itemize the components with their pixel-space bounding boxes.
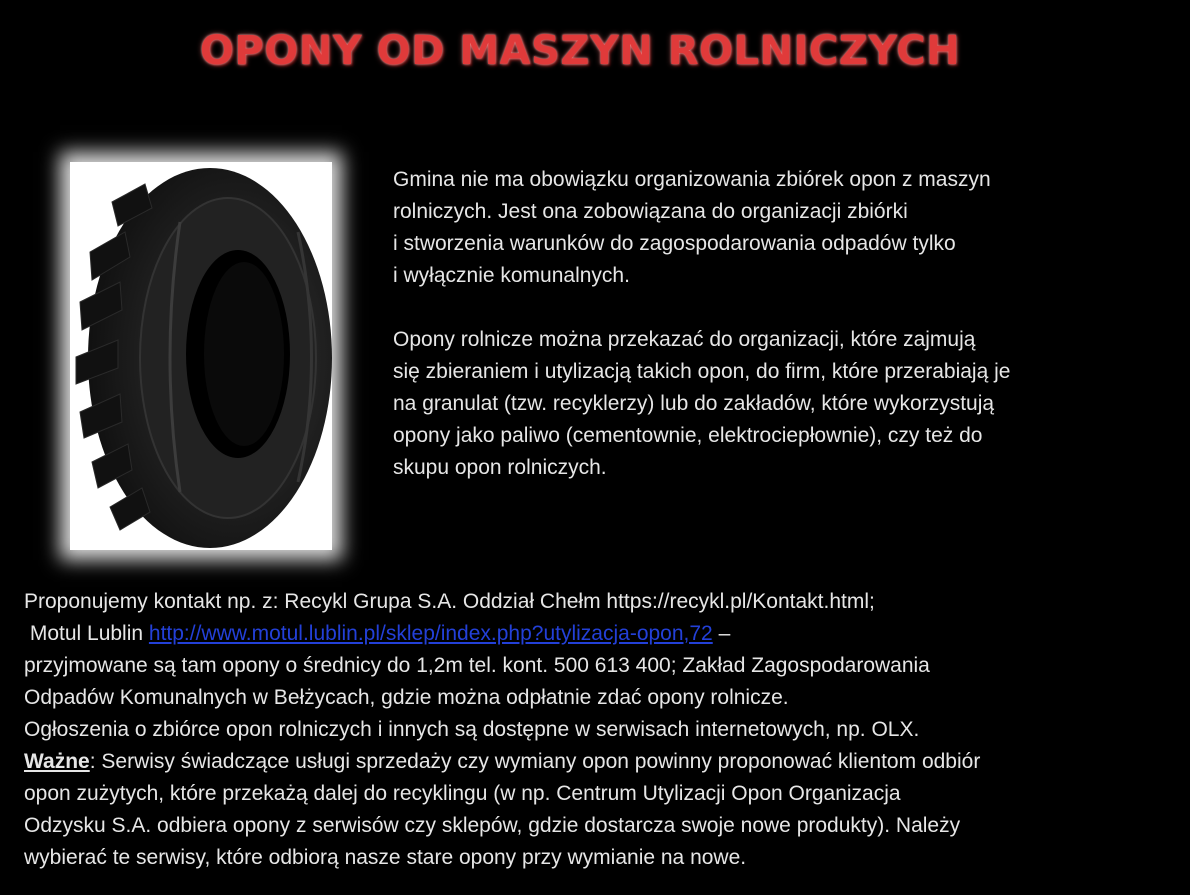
important-line (24, 746, 1174, 778)
intro-text (393, 164, 1153, 484)
text-line: i stworzenia warunków do zagospodarowania odpadów tylko (393, 232, 956, 255)
important-label: Ważne (24, 750, 90, 773)
contact-line: Odpadów Komunalnych w Bełżycach, gdzie można odpłatnie zdać opony rolnicze. (24, 686, 789, 709)
contact-line: Ogłoszenia o zbiórce opon rolniczych i innych są dostępne w serwisach internetowych, np. OLX. (24, 718, 920, 741)
contact-line: wybierać te serwisy, które odbiorą nasze stare opony przy wymianie na nowe. (24, 846, 747, 869)
text-line: i wyłącznie komunalnych. (393, 264, 630, 287)
contact-line-motul (24, 618, 1174, 650)
contact-line: Proponujemy kontakt np. z: Recykl Grupa S.A. Oddział Chełm https://recykl.pl/Kontakt.html; (24, 590, 875, 613)
text-line: Gmina nie ma obowiązku organizowania zbiórek opon z maszyn (393, 168, 991, 191)
motul-link[interactable]: http://www.motul.lublin.pl/sklep/index.php?utylizacja-opon,72 (148, 622, 713, 645)
motul-suffix: – (712, 622, 731, 645)
contact-line: przyjmowane są tam opony o średnicy do 1,2m tel. kont. 500 613 400; Zakład Zagospodarowania (24, 654, 930, 677)
page-title: OPONY OD MASZYN ROLNICZYCH (199, 28, 961, 74)
contact-section (24, 586, 1174, 874)
text-line: na granulat (tzw. recyklerzy) lub do zakładów, które wykorzystują (393, 392, 995, 415)
text-line: skupu opon rolniczych. (393, 456, 607, 479)
text-line: Opony rolnicze można przekazać do organizacji, które zajmują (393, 328, 976, 351)
text-line: rolniczych. Jest ona zobowiązana do organizacji zbiórki (393, 200, 908, 223)
tractor-tire-photo-icon (70, 162, 332, 550)
paragraph-options (393, 324, 1153, 484)
motul-prefix: Motul Lublin (24, 622, 149, 645)
contact-line: Odzysku S.A. odbiera opony z serwisów czy sklepów, gdzie dostarcza swoje nowe produkty). Należy (24, 814, 961, 837)
tire-image (70, 162, 332, 550)
contact-line: opon zużytych, które przekażą dalej do recyklingu (w np. Centrum Utylizacji Opon Organizacja (24, 782, 901, 805)
text-line: opony jako paliwo (cementownie, elektrociepłownie), czy też do (393, 424, 983, 447)
important-text: : Serwisy świadczące usługi sprzedaży czy wymiany opon powinny proponować klientom odbiór (89, 750, 981, 773)
text-line: się zbieraniem i utylizacją takich opon, do firm, które przerabiają je (393, 360, 1011, 383)
paragraph-obligation (393, 164, 1153, 292)
